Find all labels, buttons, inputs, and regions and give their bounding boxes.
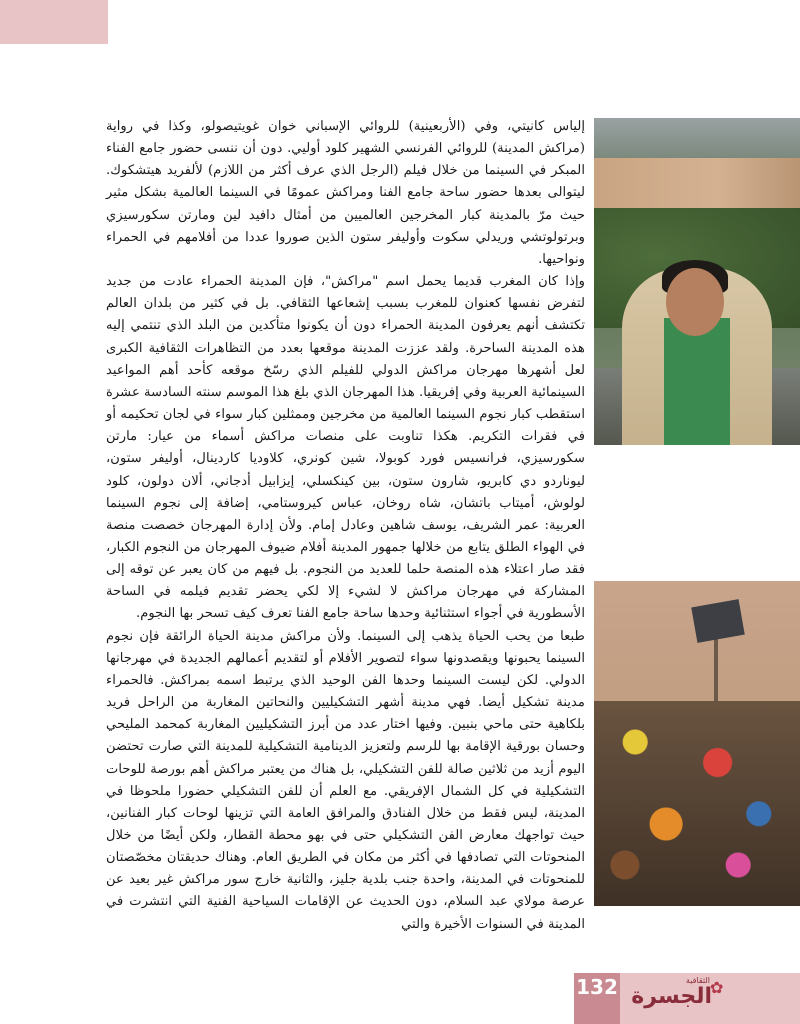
article-body — [106, 116, 585, 936]
page-number: 132 — [576, 975, 618, 999]
corner-color-tab — [0, 0, 108, 44]
article-paragraph: وإذا كان المغرب قديما يحمل اسم "مراكش"، فإن المدينة الحمراء عادت من جديد لتفرض نفسها كعنوان للمغرب بسبب إشعاعها الثقافي. بل في كثير من بلدان العالم تكتشف أنهم يعرفون المدينة الحمراء دون أن يكونوا متأكدين من البلد الذي تنتمي إليه هذه المدينة الساحرة. ولقد عززت المدينة موقعها بعدد من التظاهرات الثقافية الكبرى لعل أشهرها مهرجان مراكش الدولي للفيلم الذي رسّخ موقعه كأحد أهم المواعيد السينمائية العربية وفي إفريقيا. هذا المهرجان الذي بلغ هذا الموسم سنته السادسة عشرة استقطب كبار نجوم السينما العالمية من مخرجين وممثلين كبار سواء في لجان تحكيمه أو في فقرات التكريم. هكذا تناوبت على منصات مراكش أسماء من عيار: مارتن سكورسيزي، فرانسيس فورد كوبولا، شين كونري، كلاوديا كاردينال، أوليفر ستون، ليوناردو دي كابريو، شارون ستون، بين كينكسلي، إيزابيل أدجاني، ألان دولون، كلود لولوش، أميتاب باتشان، شاه روخان، عباس كيروستامي، إضافة إلى نجوم السينما العربية: عمر الشريف، يوسف شاهين وعادل إمام. ولأن إدارة المهرجان خصصت منصة في الهواء الطلق يتابع من خلالها جمهور المدينة أفلام ضيوف المهرجان من النجوم الكبار، فقد صار اعتلاء هذه المنصة حلما للعديد من النجوم. بل فيهم من كان يعبر عن توقه إلى المشاركة في مهرجان مراكش لا لشيء إلا لكي يحضر تقديم فيلمه في الساحة الأسطورية في أجواء استثنائية وحدها ساحة جامع الفنا تعرف كيف تسحر بها النجوم. — [106, 274, 585, 622]
brand-subtitle: الثقافية — [685, 976, 710, 985]
flower-icon: ✿ — [710, 978, 724, 997]
article-paragraph: طبعا من يحب الحياة يذهب إلى السينما. ولأن مراكش مدينة الحياة الرائقة فإن نجوم السينما يحبونها ويقصدونها سواء لتصوير الأفلام أو لتقديم أعمالهم الجديدة في مهرجانها الدولي. لكن ليست السينما وحدها الفن الوحيد الذي يرتبط اسمه بمراكش. فالحمراء مدينة تشكيل أيضا. فهي مدينة أشهر التشكيليين والنحاتين المغاربة من الراحل فريد بلكاهية حتى ماحي بنبين. وفيها اختار عدد من أبرز التشكيليين المغاربة كمحمد المليحي وحسان بورقية الإقامة بها للرسم ولتعزيز الدينامية التشكيلية للمدينة التي صارت تحتضن اليوم أزيد من ثلاثين صالة للفن التشكيلي، بل هناك من يعتبر مراكش أهم بورصة للوحات التشكيلية في كل الشمال الإفريقي. مع العلم أن للفن التشكيلي حضورا ملحوظا في المدينة، ليس فقط من خلال الفنادق والمرافق العامة التي تزينها لوحات كبار الفنانين، حيث تواجهك معارض الفن التشكيلي حتى في بهو محطة القطار، ولكن أيضًا من خلال المنحوتات التي تصادفها في أكثر من مكان في الطريق العام. وهناك حديقتان مخصّصتان للمنحوتات في المدينة، واحدة جنب بلدية جليز، والثانية خارج سور مراكش غير بعيد عن عرصة مولاي عبد السلام، دون الحديث عن الإقامات السياحية الفنية التي انتشرت في المدينة في السنوات الأخيرة والتي — [106, 628, 585, 932]
brand-name: الجسرة — [631, 984, 712, 1009]
street-sign-icon — [691, 599, 745, 643]
market-stall-photo — [594, 581, 800, 906]
article-paragraph: إلياس كانيتي، وفي (الأربعينية) للروائي الإسباني خوان غويتيصولو، وكذا في رواية (مراكش المدينة) للروائي الفرنسي الشهير كلود أوليي. دون أن ننسى حضور جامع الفناء المبكر في السينما من خلال فيلم (الرجل الذي عرف أكثر من اللازم) لألفريد هيتشكوك. ليتوالى بعدها حضور ساحة جامع الفنا ومراكش عمومًا في السينما العالمية بشكل مثير حيث مرّ بالمدينة كبار المخرجين العالميين من أمثال دافيد لين ومارتن سكورسيزي وبرتولوتشي وريدلي سكوت وأوليفر ستون الذين صوروا عددا من أفلامهم في الحمراء ونواحيها. — [106, 119, 585, 267]
portrait-photo — [594, 118, 800, 445]
